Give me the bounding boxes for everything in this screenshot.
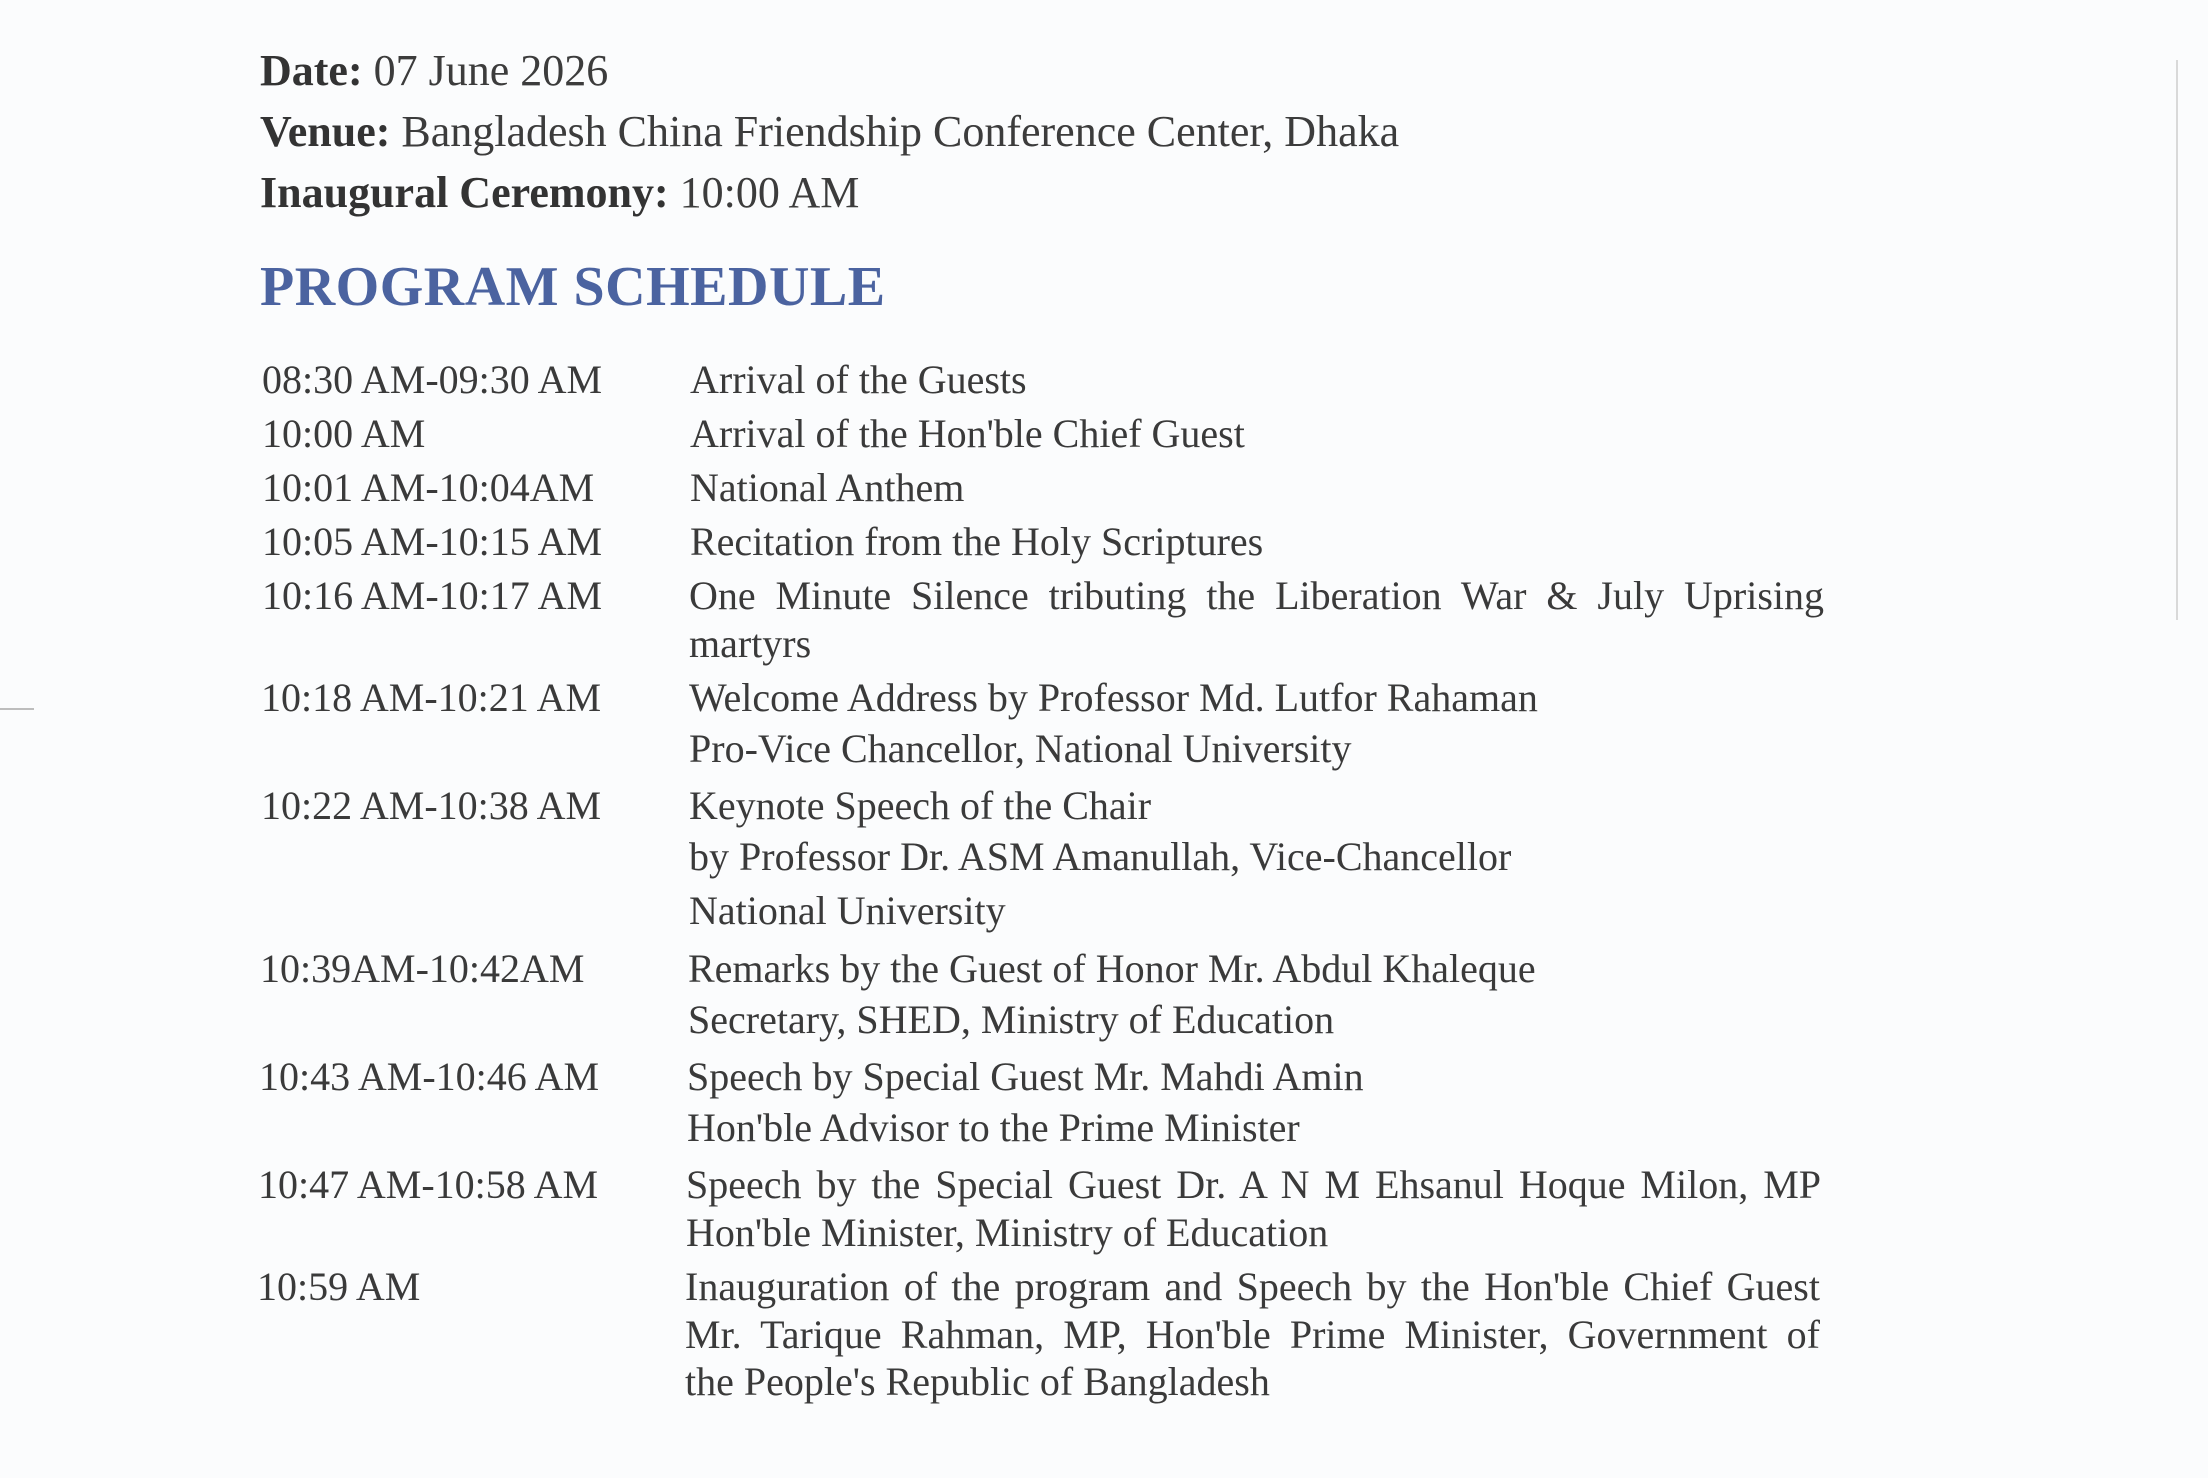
schedule-time: 10:05 AM-10:15 AM [262, 519, 603, 564]
ceremony-value: 10:00 AM [679, 168, 860, 217]
scan-mark [0, 708, 34, 710]
schedule-description [689, 782, 1824, 938]
schedule-description [690, 518, 1825, 566]
venue-label: Venue: [260, 107, 391, 156]
schedule-time: 10:39AM-10:42AM [260, 946, 585, 991]
description-line: Secretary, SHED, Ministry of Education [688, 997, 1335, 1042]
schedule-description [685, 1263, 1820, 1405]
description-line: Pro-Vice Chancellor, National University [689, 726, 1352, 771]
description-line: Mr. Tarique Rahman, MP, Hon'ble Prime Minister, Government of [685, 1312, 1820, 1357]
schedule-description [689, 572, 1824, 667]
schedule-description [686, 1161, 1821, 1256]
schedule-description [687, 1053, 1822, 1155]
scan-mark [2176, 60, 2178, 620]
schedule-time: 10:59 AM [257, 1264, 421, 1309]
description-line: One Minute Silence tributing the Liberation War & July Uprising [689, 573, 1824, 618]
schedule-description [688, 945, 1823, 1047]
description-line: the People's Republic of Bangladesh [685, 1359, 1270, 1404]
schedule-time: 08:30 AM-09:30 AM [262, 357, 603, 402]
description-line: Hon'ble Minister, Ministry of Education [686, 1210, 1329, 1255]
date-label: Date: [260, 46, 363, 95]
schedule-description [690, 356, 1825, 404]
description-line: Inauguration of the program and Speech by the Hon'ble Chief Guest [685, 1264, 1820, 1309]
description-line: Keynote Speech of the Chair [689, 783, 1152, 828]
description-line: Arrival of the Hon'ble Chief Guest [690, 411, 1245, 456]
ceremony-label: Inaugural Ceremony: [260, 168, 669, 217]
schedule-time: 10:00 AM [262, 411, 426, 456]
schedule-time: 10:22 AM-10:38 AM [261, 783, 602, 828]
description-line: Welcome Address by Professor Md. Lutfor Rahaman [689, 675, 1538, 720]
schedule-time: 10:47 AM-10:58 AM [258, 1162, 599, 1207]
schedule-time: 10:43 AM-10:46 AM [259, 1054, 600, 1099]
description-line: by Professor Dr. ASM Amanullah, Vice-Chancellor [689, 834, 1512, 879]
description-line: Hon'ble Advisor to the Prime Minister [687, 1105, 1300, 1150]
description-line: National University [689, 888, 1006, 933]
venue-value: Bangladesh China Friendship Conference Center, Dhaka [401, 107, 1400, 156]
schedule-time: 10:18 AM-10:21 AM [261, 675, 602, 720]
description-line: Recitation from the Holy Scriptures [690, 519, 1264, 564]
description-line: Speech by the Special Guest Dr. A N M Ehsanul Hoque Milon, MP [686, 1162, 1821, 1207]
schedule-time: 10:01 AM-10:04AM [262, 465, 595, 510]
description-line: Remarks by the Guest of Honor Mr. Abdul Khaleque [688, 946, 1536, 991]
schedule-time: 10:16 AM-10:17 AM [262, 573, 603, 618]
schedule-description [689, 674, 1824, 776]
schedule-description [690, 464, 1825, 512]
description-line: martyrs [689, 621, 812, 666]
description-line: National Anthem [690, 465, 965, 510]
description-line: Speech by Special Guest Mr. Mahdi Amin [687, 1054, 1364, 1099]
description-line: Arrival of the Guests [690, 357, 1027, 402]
date-value: 07 June 2026 [373, 46, 609, 95]
schedule-description [690, 410, 1825, 458]
program-schedule-heading: PROGRAM SCHEDULE [260, 256, 886, 318]
